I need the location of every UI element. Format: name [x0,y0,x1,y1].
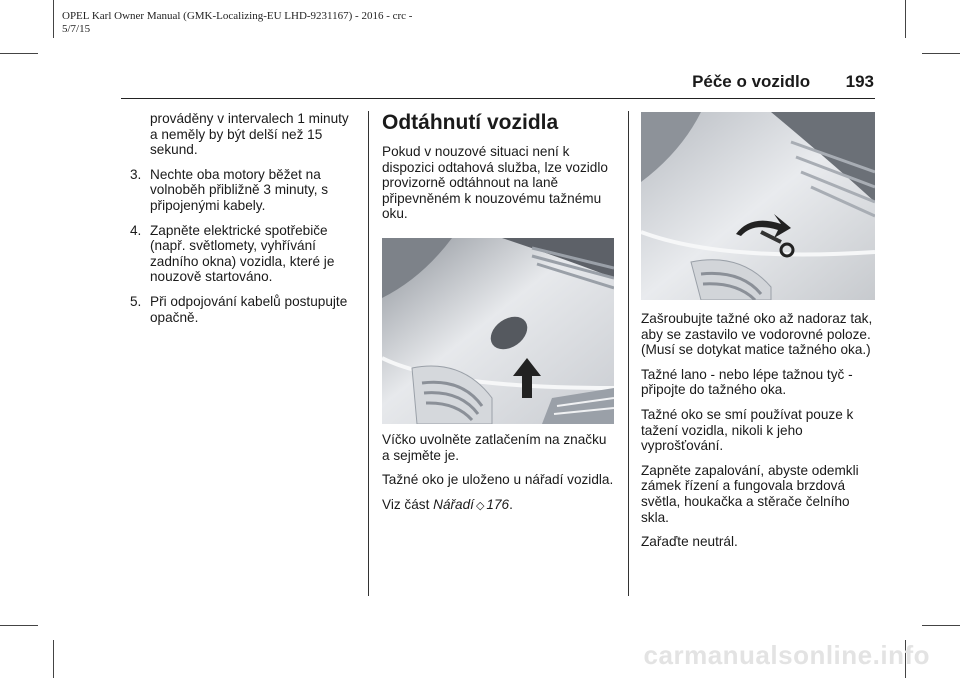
paragraph: Víčko uvolněte zatlačením na značku a sejměte je. [382,431,607,463]
intro-paragraph: Pokud v nouzové situaci není k dispozici odtahová služba, lze vozidlo provizorně odtáhnout na laně připevněném k nouzovému tažnému oku. [382,144,608,222]
reference-title: Nářadí [433,496,474,512]
towing-eye-drawing [641,112,875,300]
illustration-bumper-cover [382,238,614,424]
page-number: 193 [845,72,874,91]
page-ref-icon: ◇ [475,499,485,512]
paragraph: Zařaďte neutrál. [641,534,738,550]
crop-mark [922,53,960,54]
column-1 [130,111,358,334]
column-divider [368,111,369,596]
reference-page: 176 [486,496,510,512]
bumper-cover-drawing [382,238,614,424]
step-item [130,294,358,325]
crop-mark [53,0,54,38]
paragraph: Zapněte zapalování, abyste odemkli zámek řízení a fungovala brzdová světla, houkačka a stěrače čelního skla. [641,462,859,525]
crop-mark [0,53,38,54]
crop-mark [922,625,960,626]
cross-reference: Viz část Nářadí ◇ 176. [382,496,513,512]
section-title: Péče o vozidlo [692,72,811,91]
paragraph: Zašroubujte tažné oko až nadoraz tak, aby se zastavilo ve vodorovné poloze. (Musí se dotykat matice tažného oka.) [641,311,873,358]
crop-mark [905,0,906,38]
step-item [130,223,358,285]
column-divider [628,111,629,596]
crop-mark [0,625,38,626]
watermark: carmanualsonline.info [643,640,930,670]
step-number: 5. [130,293,142,309]
section-heading: Odtáhnutí vozidla [382,111,559,134]
column-3 [641,311,877,559]
print-metadata [62,10,412,36]
step-text: Nechte oba motory běžet na volnoběh přibližně 3 minuty, s připojenými kabely. [150,166,329,213]
step-item [130,167,358,214]
step-number: 3. [130,166,142,182]
paragraph: Tažné oko je uloženo u nářadí vozidla. [382,472,614,488]
crop-mark [53,640,54,678]
continued-step-text: prováděny v intervalech 1 minuty a neměly by být delší než 15 sekund. [150,111,349,158]
illustration-towing-eye [641,112,875,300]
paragraph: Tažné lano - nebo lépe tažnou tyč - připojte do tažného oka. [641,366,853,398]
step-number: 4. [130,222,142,238]
metadata-line-2: 5/7/15 [62,23,91,35]
step-text: Zapněte elektrické spotřebiče (např. světlomety, vyhřívání zadního okna) vozidla, které je nouzově startováno. [150,222,335,285]
paragraph: Tažné oko se smí používat pouze k tažení vozidla, nikoli k jeho vyprošťování. [641,406,854,454]
metadata-line-1: OPEL Karl Owner Manual (GMK-Localizing-EU LHD-9231167) - 2016 - crc - [62,10,413,22]
header-rule [121,98,875,99]
step-text: Při odpojování kabelů postupujte opačně. [150,293,348,325]
page-header [692,72,874,92]
